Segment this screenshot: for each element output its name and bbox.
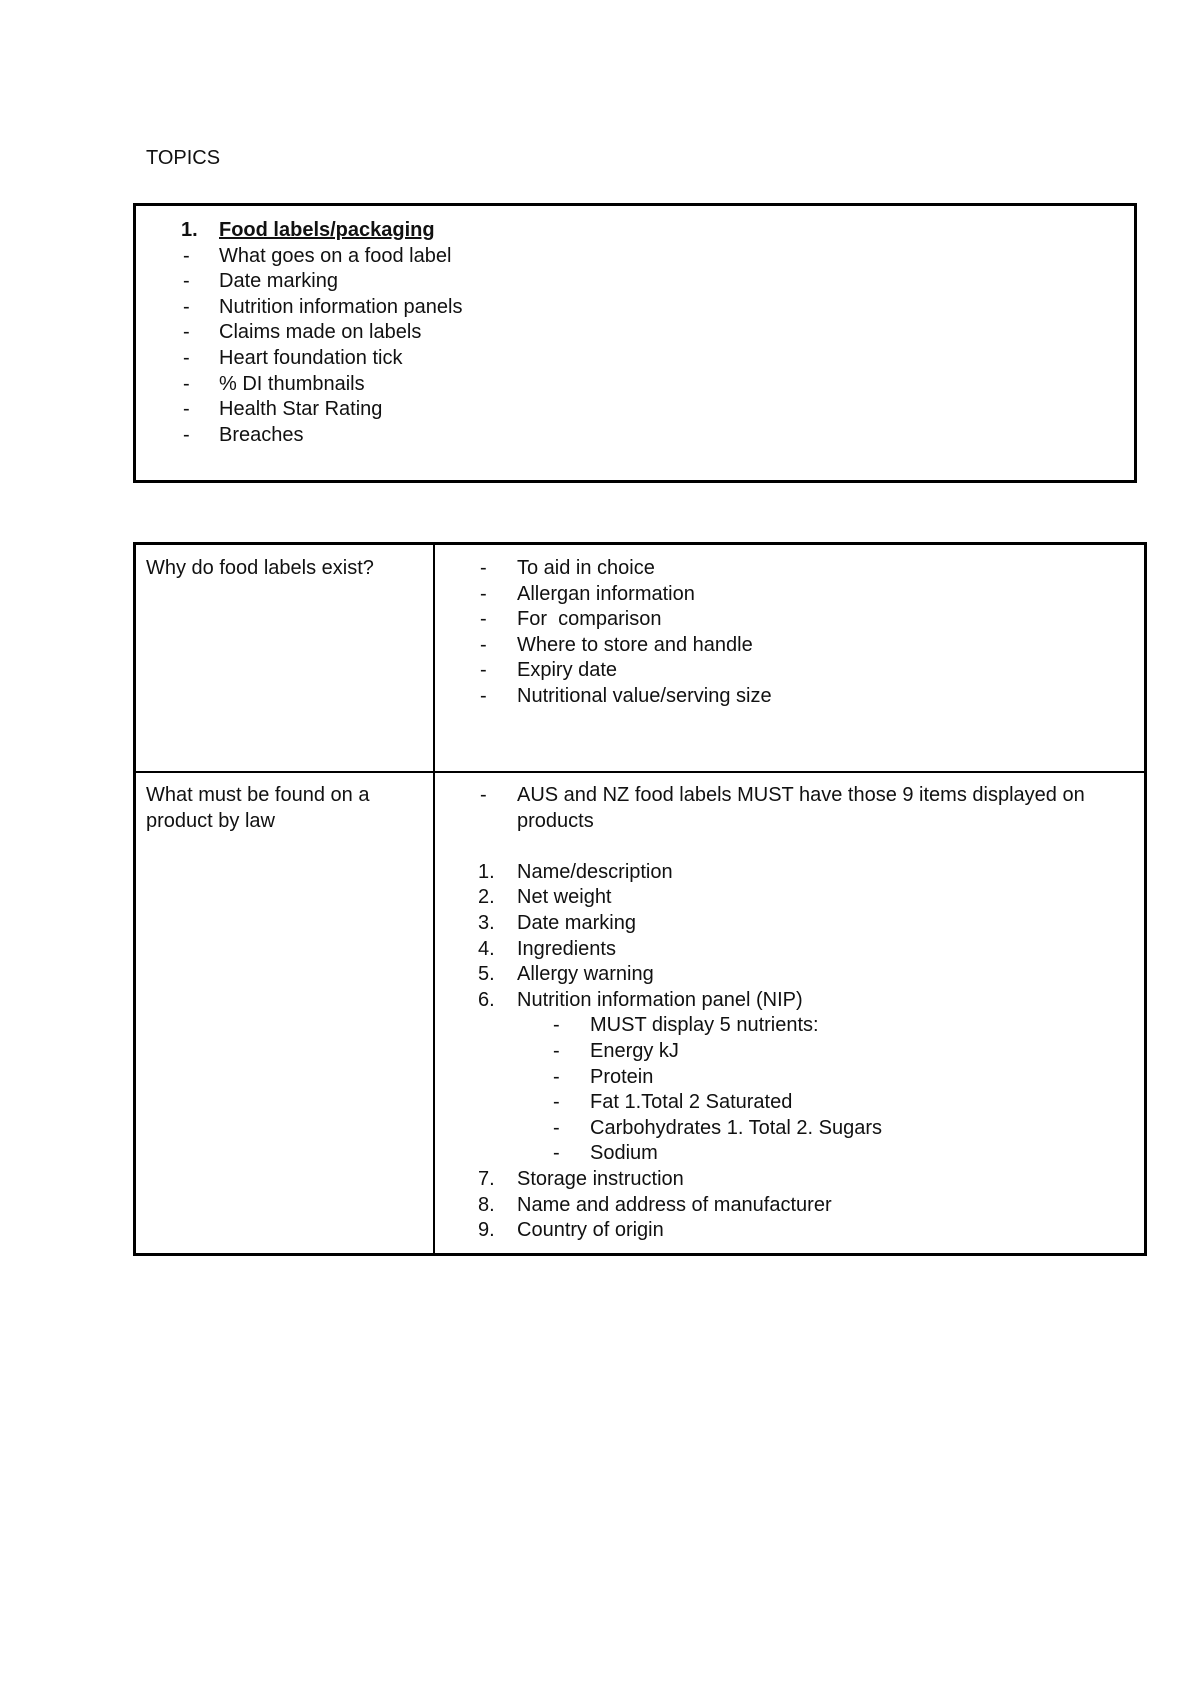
nip-bullet: - <box>553 1014 560 1037</box>
nip-bullet: - <box>553 1065 560 1088</box>
row1-bullet: - <box>480 659 487 682</box>
required-item: Country of origin <box>517 1219 664 1242</box>
nip-subitem: Sodium <box>590 1142 658 1165</box>
required-item: Name and address of manufacturer <box>517 1193 832 1216</box>
nip-subitem: MUST display 5 nutrients: <box>590 1014 819 1037</box>
topic-subitem: Claims made on labels <box>219 321 422 344</box>
item-number: 7. <box>478 1168 495 1190</box>
row1-bullet: - <box>480 633 487 656</box>
item-number: 2. <box>478 886 495 909</box>
row1-item: Allergan information <box>517 582 695 605</box>
item-number: 5. <box>478 963 495 986</box>
table-row-divider <box>136 771 1144 773</box>
row1-label: Why do food labels exist? <box>146 557 374 579</box>
row1-bullet: - <box>480 608 487 631</box>
row2-intro: AUS and NZ food labels MUST have those 9 items displayed on products <box>517 784 1085 832</box>
topic-bullet: - <box>183 398 190 421</box>
topic-subitem: Breaches <box>219 423 304 446</box>
row1-item: Nutritional value/serving size <box>517 685 772 707</box>
nip-subitem: Energy kJ <box>590 1040 679 1062</box>
topic-subitem: What goes on a food label <box>219 244 452 267</box>
required-item: Allergy warning <box>517 963 654 986</box>
required-item: Nutrition information panel (NIP) <box>517 988 803 1011</box>
topics-box <box>133 203 1137 483</box>
row1-item: Expiry date <box>517 659 618 682</box>
nip-subitem: Protein <box>590 1065 654 1088</box>
item-number: 4. <box>478 937 495 960</box>
row1-item: For comparison <box>517 608 662 631</box>
topics-heading: TOPICS <box>146 147 221 169</box>
topic-subitem: Nutrition information panels <box>219 295 463 318</box>
topic-bullet: - <box>183 372 190 395</box>
table-column-divider <box>433 545 435 1253</box>
row1-item: To aid in choice <box>517 557 655 579</box>
required-item: Storage instruction <box>517 1168 684 1190</box>
nip-bullet: - <box>553 1091 560 1114</box>
required-item: Name/description <box>517 860 673 883</box>
topic-title: Food labels/packaging <box>219 219 435 241</box>
nip-bullet: - <box>553 1040 560 1062</box>
topic-bullet: - <box>183 423 190 446</box>
topic-bullet: - <box>183 295 190 318</box>
item-number: 3. <box>478 912 495 934</box>
required-item: Net weight <box>517 886 612 909</box>
nip-bullet: - <box>553 1116 560 1139</box>
nip-bullet: - <box>553 1142 560 1165</box>
item-number: 9. <box>478 1219 495 1242</box>
topic-subitem: Date marking <box>219 270 338 293</box>
row1-bullet: - <box>480 557 487 579</box>
row1-item: Where to store and handle <box>517 633 753 656</box>
item-number: 8. <box>478 1193 495 1216</box>
required-item: Date marking <box>517 912 636 934</box>
info-table <box>133 542 1147 1256</box>
topic-bullet: - <box>183 321 190 344</box>
topic-subitem: Health Star Rating <box>219 398 383 421</box>
nip-subitem: Carbohydrates 1. Total 2. Sugars <box>590 1116 883 1139</box>
item-number: 1. <box>478 860 495 883</box>
required-item: Ingredients <box>517 937 616 960</box>
item-number: 6. <box>478 988 495 1011</box>
topic-subitem: Heart foundation tick <box>219 347 403 369</box>
topic-bullet: - <box>183 270 190 293</box>
row2-intro-bullet: - <box>480 784 487 806</box>
topic-bullet: - <box>183 244 190 267</box>
nip-subitem: Fat 1.Total 2 Saturated <box>590 1091 793 1114</box>
topic-subitem: % DI thumbnails <box>219 372 365 395</box>
row1-bullet: - <box>480 685 487 707</box>
row1-bullet: - <box>480 582 487 605</box>
row2-label: What must be found on a product by law <box>146 784 370 832</box>
topic-bullet: - <box>183 347 190 369</box>
topic-number: 1. <box>181 219 198 241</box>
